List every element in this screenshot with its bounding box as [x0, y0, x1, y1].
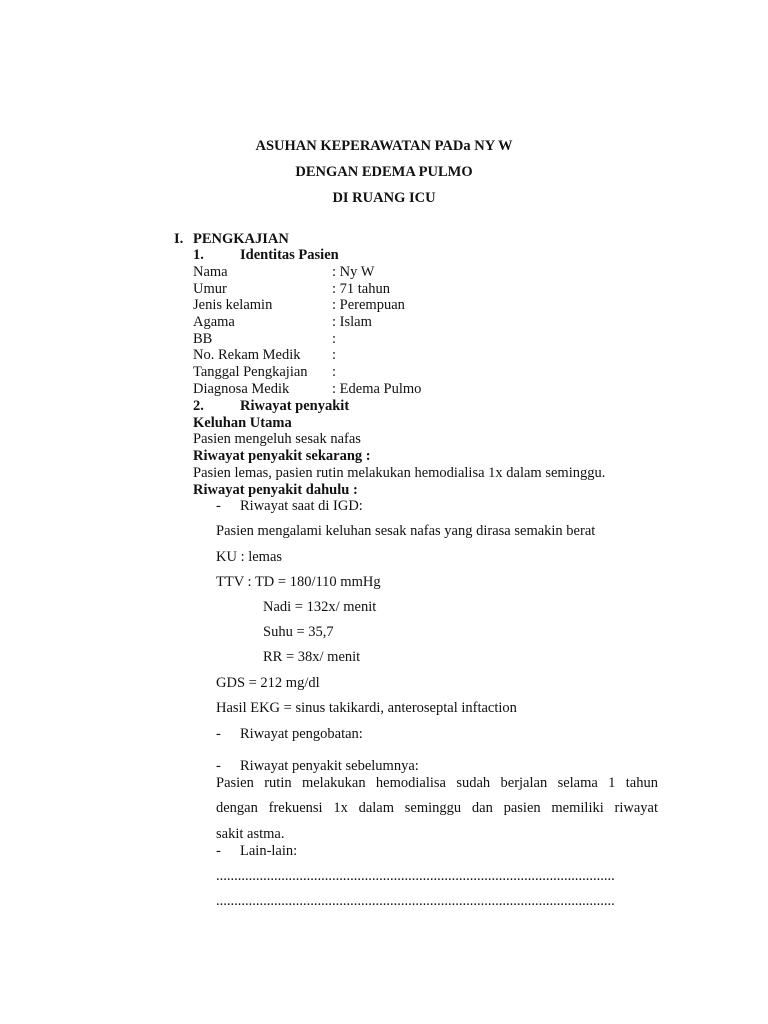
sebelumnya-text-line2: dengan frekuensi 1x dalam seminggu dan pasien memiliki riwayat: [216, 800, 658, 816]
section-heading: PENGKAJIAN: [193, 231, 289, 247]
identity-value: : Perempuan: [332, 297, 405, 313]
subsection-1-number: 1.: [193, 247, 204, 263]
identity-label: Umur: [193, 281, 227, 297]
igd-label: Riwayat saat di IGD:: [240, 498, 363, 514]
doc-title-line1: ASUHAN KEPERAWATAN PADa NY W: [255, 138, 513, 154]
sebelumnya-text-line1: Pasien rutin melakukan hemodialisa sudah berjalan selama 1 tahun: [216, 775, 658, 791]
doc-title-line3: DI RUANG ICU: [332, 190, 436, 206]
subsection-1-heading: Identitas Pasien: [240, 247, 339, 263]
identity-value: : 71 tahun: [332, 281, 390, 297]
bullet-dash: -: [216, 726, 221, 742]
subsection-2-heading: Riwayat penyakit: [240, 398, 350, 414]
identity-label: Tanggal Pengkajian: [193, 364, 308, 380]
igd-ttv: TTV : TD = 180/110 mmHg: [216, 574, 381, 590]
identity-label: Jenis kelamin: [193, 297, 273, 313]
igd-ekg: Hasil EKG = sinus takikardi, anteroseptal inftaction: [216, 700, 517, 716]
sebelumnya-text-line3: sakit astma.: [216, 826, 285, 842]
section-number: I.: [174, 231, 184, 247]
igd-gds: GDS = 212 mg/dl: [216, 675, 320, 691]
lainlain-label: Lain-lain:: [240, 843, 298, 859]
identity-label: Nama: [193, 264, 228, 280]
igd-nadi: Nadi = 132x/ menit: [263, 599, 377, 615]
identity-value: :: [332, 364, 337, 380]
sebelumnya-label: Riwayat penyakit sebelumnya:: [240, 758, 419, 774]
riwayat-dahulu-heading: Riwayat penyakit dahulu :: [193, 482, 358, 498]
subsection-2-number: 2.: [193, 398, 204, 414]
riwayat-sekarang-text: Pasien lemas, pasien rutin melakukan hemodialisa 1x dalam seminggu.: [193, 465, 606, 481]
igd-suhu: Suhu = 35,7: [263, 624, 334, 640]
dotted-line: ..............................................................................................................: [216, 868, 615, 884]
identity-value: : Islam: [332, 314, 372, 330]
riwayat-sekarang-heading: Riwayat penyakit sekarang :: [193, 448, 371, 464]
identity-label: No. Rekam Medik: [193, 347, 301, 363]
igd-rr: RR = 38x/ menit: [263, 649, 361, 665]
identity-value: : Edema Pulmo: [332, 381, 422, 397]
bullet-dash: -: [216, 843, 221, 859]
identity-label: BB: [193, 331, 213, 347]
igd-keluhan: Pasien mengalami keluhan sesak nafas yang dirasa semakin berat: [216, 523, 596, 539]
identity-value: :: [332, 347, 337, 363]
identity-label: Agama: [193, 314, 235, 330]
bullet-dash: -: [216, 758, 221, 774]
identity-label: Diagnosa Medik: [193, 381, 290, 397]
bullet-dash: -: [216, 498, 221, 514]
keluhan-text: Pasien mengeluh sesak nafas: [193, 431, 361, 447]
identity-value: : Ny W: [332, 264, 375, 280]
identity-value: :: [332, 331, 337, 347]
doc-title-line2: DENGAN EDEMA PULMO: [295, 164, 473, 180]
dotted-line: ..............................................................................................................: [216, 893, 615, 909]
pengobatan-label: Riwayat pengobatan:: [240, 726, 363, 742]
igd-ku: KU : lemas: [216, 549, 283, 565]
keluhan-heading: Keluhan Utama: [193, 415, 292, 431]
